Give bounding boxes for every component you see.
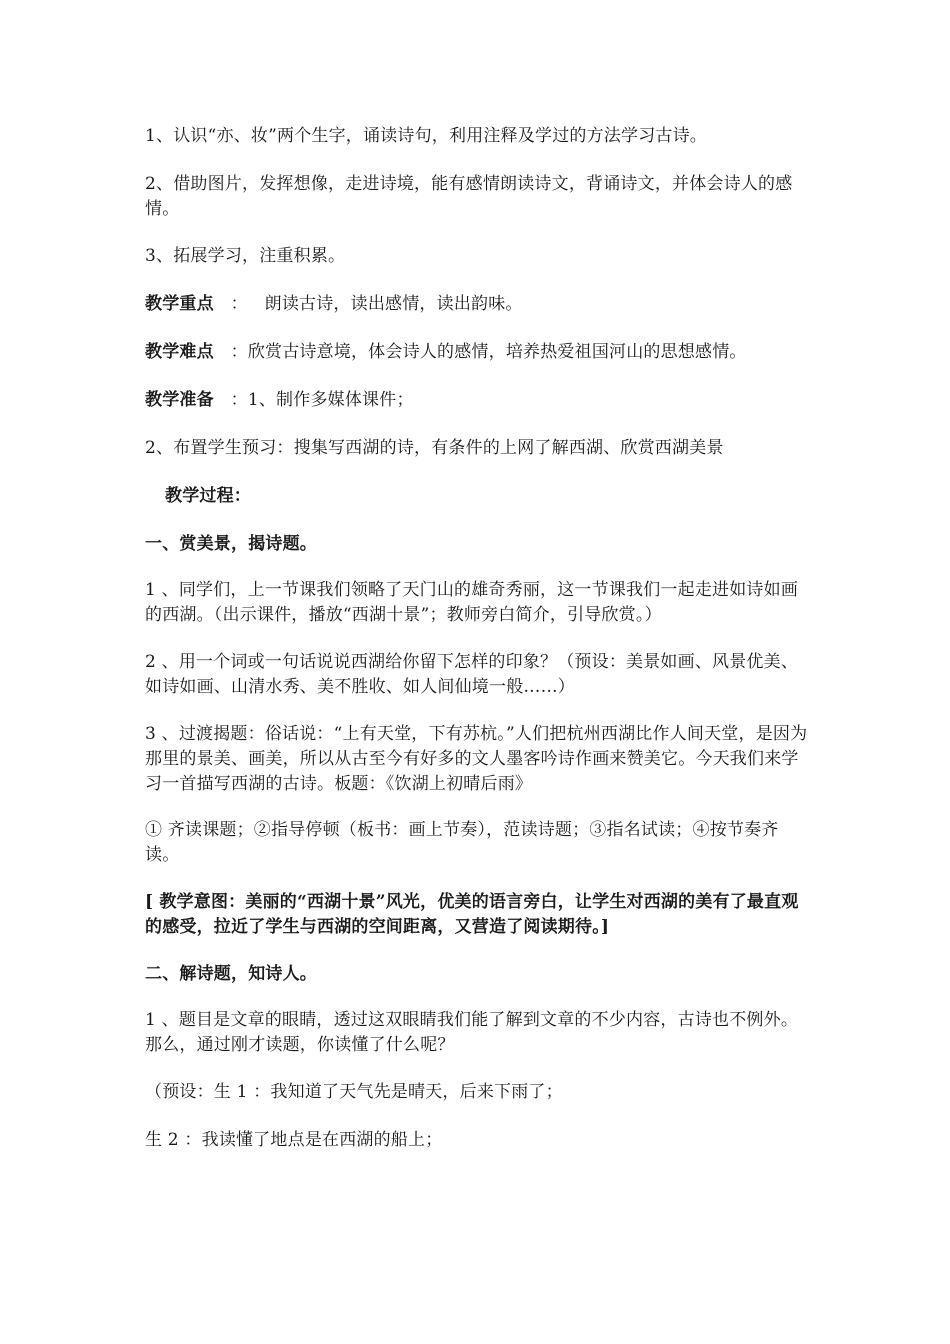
section2-heading: 二、解诗题，知诗人。 [145, 964, 317, 984]
key-point-label: 教学重点 [145, 294, 214, 314]
process-title: 教学过程： [165, 486, 251, 506]
section1-paragraph-4: ① 齐读课题；②指导停顿（板书：画上节奏），范读诗题；③指名试读；④按节奏齐读。 [145, 820, 779, 865]
section1-paragraph-1: 1 、同学们，上一节课我们领略了天门山的雄奇秀丽，这一节课我们一起走进如诗如画的西湖。（出示课件，播放“西湖十景”；教师旁白简介，引导欣赏。） [145, 580, 799, 625]
objective-2: 2、借助图片，发挥想像，走进诗境，能有感情朗读诗文，背诵诗文，并体会诗人的感情。 [145, 174, 793, 219]
teaching-intent: [ 教学意图：美丽的“西湖十景”风光，优美的语言旁白，让学生对西湖的美有了最直观的感受，拉近了学生与西湖的空间距离，又营造了阅读期待。] [145, 892, 799, 937]
section2-paragraph-2: （预设：生 1 ：我知道了天气先是晴天，后来下雨了； [145, 1082, 563, 1102]
preparation-text: ：1、制作多媒体课件； [213, 390, 414, 410]
objective-3: 3、拓展学习，注重积累。 [145, 246, 346, 266]
section1-heading: 一、赏美景，揭诗题。 [145, 534, 317, 554]
difficulty-text: ：欣赏古诗意境，体会诗人的感情，培养热爱祖国河山的思想感情。 [213, 342, 747, 362]
difficulty-label: 教学难点 [145, 342, 214, 362]
preparation-line [145, 388, 810, 413]
difficulty-line [145, 340, 810, 365]
key-point-text: ： 朗读古诗，读出感情，读出韵味。 [213, 294, 523, 314]
key-point-line [145, 292, 810, 317]
section1-paragraph-2: 2 、用一个词或一句话说说西湖给你留下怎样的印象？（预设：美景如画、风景优美、如诗如画、山清水秀、美不胜收、如人间仙境一般……） [145, 652, 799, 697]
section2-paragraph-1: 1 、题目是文章的眼睛，透过这双眼睛我们能了解到文章的不少内容，古诗也不例外。那么，通过刚才读题，你读懂了什么呢？ [145, 1010, 799, 1055]
section1-paragraph-3: 3 、过渡揭题：俗话说：“上有天堂，下有苏杭。”人们把杭州西湖比作人间天堂，是因为那里的景美、画美，所以从古至今有好多的文人墨客吟诗作画来赞美它。今天我们来学习一首描写西湖的古诗。板题：《饮湖上初晴后雨》 [145, 724, 808, 794]
objective-1: 1、认识“亦、妆”两个生字，诵读诗句，利用注释及学过的方法学习古诗。 [145, 126, 707, 146]
section2-paragraph-3: 生 2 ：我读懂了地点是在西湖的船上； [145, 1130, 443, 1150]
preparation-label: 教学准备 [145, 390, 214, 410]
preparation-item-2: 2、布置学生预习：搜集写西湖的诗，有条件的上网了解西湖、欣赏西湖美景 [145, 438, 724, 458]
